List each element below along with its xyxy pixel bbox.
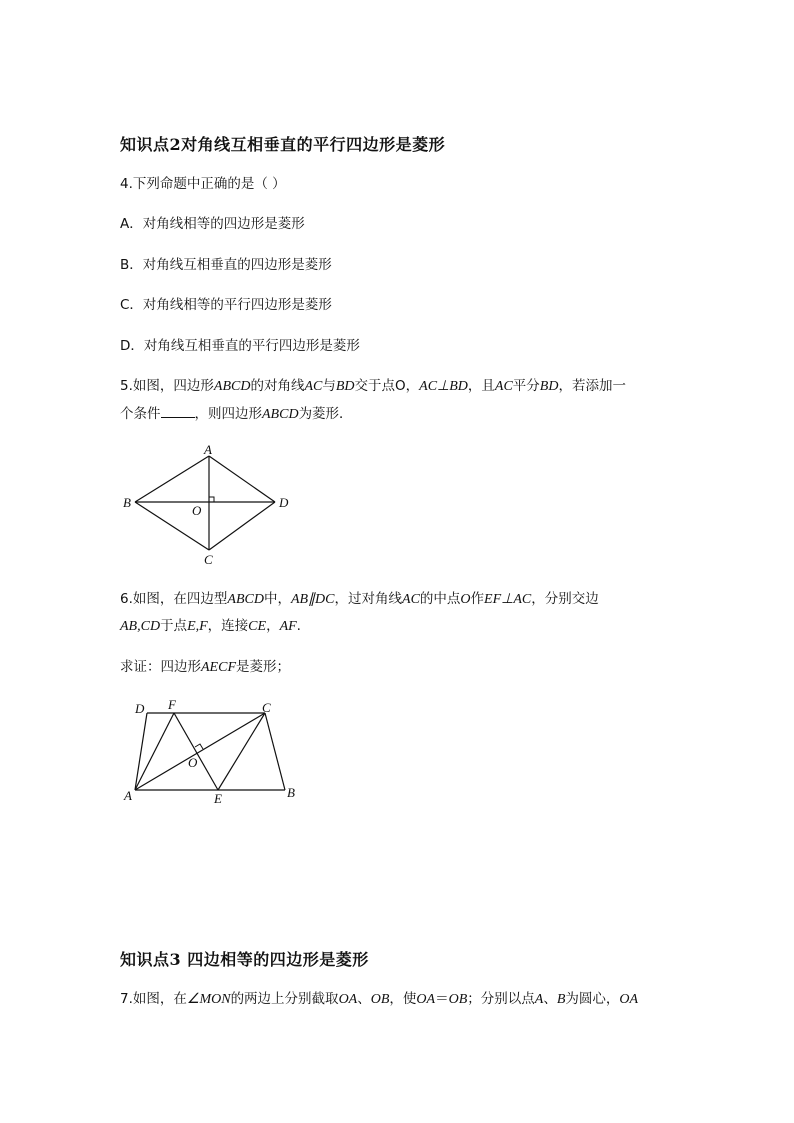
label-o: O — [188, 755, 198, 770]
segment-fe — [174, 713, 218, 790]
question-4-stem: 4.下列命题中正确的是（ ） — [120, 176, 286, 192]
question-6-line-1 — [120, 587, 599, 608]
q5-text: 平分 — [512, 378, 540, 394]
q5-var: ABCD — [213, 379, 251, 394]
q5-text: 5.如图，四边形 — [120, 378, 214, 394]
answer-blank[interactable] — [161, 416, 195, 418]
q7-var: ∠MON — [186, 992, 231, 1007]
q7-text: ＝ — [435, 991, 449, 1007]
q7-var: OB — [448, 992, 468, 1007]
q7-var: OA — [416, 992, 436, 1007]
q7-text: 、 — [357, 991, 371, 1007]
q7-text: ，使 — [389, 991, 417, 1007]
q5-text: 交于点O， — [354, 378, 420, 394]
q6-text: 是菱形； — [236, 659, 290, 675]
q7-var: OB — [370, 992, 390, 1007]
side-ad — [209, 456, 275, 502]
question-4-option-b: B．对角线互相垂直的四边形是菱形 — [120, 257, 332, 273]
q6-text: 中， — [263, 591, 291, 607]
side-ab — [135, 456, 209, 502]
q6-var: AECF — [201, 660, 236, 675]
q5-text: ，且 — [467, 378, 495, 394]
label-o: O — [192, 503, 202, 518]
q6-var: AB∥DC — [290, 592, 335, 607]
q6-text: 求证：四边形 — [120, 659, 201, 675]
q5-text: ，若添加一 — [558, 378, 626, 394]
q6-text: 6.如图，在四边型 — [120, 591, 228, 607]
q6-var: E,F — [187, 619, 208, 634]
right-angle-mark — [209, 497, 214, 502]
q6-text: . — [296, 618, 301, 634]
trapezoid-figure — [115, 695, 315, 810]
q5-var: BD — [335, 379, 355, 394]
q7-text: ；分别以点 — [467, 991, 535, 1007]
q6-text: ， — [266, 618, 280, 634]
q5-var: AC⊥BD — [419, 379, 468, 394]
label-a: A — [204, 442, 212, 457]
q6-var: AF — [279, 619, 297, 634]
q6-var: ABCD — [227, 592, 264, 607]
question-6-line-2 — [120, 614, 301, 635]
label-f: F — [168, 697, 176, 712]
q6-text: 的中点 — [419, 591, 461, 607]
q6-text: ，连接 — [207, 618, 249, 634]
q5-var: AC — [304, 379, 323, 394]
q5-var: BD — [539, 379, 559, 394]
q7-var: B — [556, 992, 566, 1007]
right-angle-mark — [195, 744, 203, 749]
q7-var: OA — [619, 992, 639, 1007]
q6-var: O — [460, 592, 471, 607]
q7-var: OA — [338, 992, 358, 1007]
q5-var: ABCD — [262, 407, 299, 422]
label-a: A — [124, 788, 132, 803]
label-d: D — [279, 495, 289, 510]
question-7-line-1 — [120, 987, 638, 1008]
q5-text: 与 — [322, 378, 336, 394]
question-5-line-2 — [120, 402, 353, 423]
q6-var: EF⊥AC — [484, 592, 532, 607]
q7-var: A — [534, 992, 544, 1007]
q6-text: 作 — [470, 591, 485, 607]
q6-var: AB,CD — [120, 619, 161, 634]
q6-text: ，过对角线 — [334, 591, 403, 607]
q7-text: 7.如图，在 — [120, 991, 187, 1007]
q6-var: AC — [402, 592, 420, 607]
segment-ce — [218, 713, 265, 790]
label-c: C — [262, 700, 271, 715]
question-4-option-c: C．对角线相等的平行四边形是菱形 — [120, 297, 332, 313]
q5-text: 的对角线 — [250, 378, 305, 394]
q7-text: 、 — [543, 991, 557, 1007]
question-4-option-d: D．对角线互相垂直的平行四边形是菱形 — [120, 338, 360, 354]
q7-text: 的两边上分别截取 — [230, 991, 339, 1007]
question-6-prove — [120, 655, 290, 676]
q5-var: AC — [494, 379, 513, 394]
section-heading-3: 知识点3 四边相等的四边形是菱形 — [120, 950, 369, 969]
question-4-option-a: A．对角线相等的四边形是菱形 — [120, 216, 305, 232]
label-e: E — [214, 791, 222, 806]
q6-text: ，分别交边 — [531, 591, 599, 607]
label-c: C — [204, 552, 213, 567]
q5-text: 为菱形． — [298, 406, 353, 422]
label-b: B — [287, 785, 295, 800]
q7-text: 为圆心， — [565, 991, 620, 1007]
q5-text: 个条件 — [120, 406, 161, 422]
q6-var: CE — [248, 619, 267, 634]
rhombus-figure — [115, 438, 305, 568]
section-heading-2: 知识点2对角线互相垂直的平行四边形是菱形 — [120, 135, 446, 154]
q6-text: 于点 — [160, 618, 188, 634]
label-d: D — [135, 701, 145, 716]
q5-text: ，则四边形 — [194, 406, 262, 422]
question-5-line-1 — [120, 374, 626, 395]
side-cb — [265, 713, 285, 790]
label-b: B — [123, 495, 131, 510]
side-cd — [209, 502, 275, 550]
